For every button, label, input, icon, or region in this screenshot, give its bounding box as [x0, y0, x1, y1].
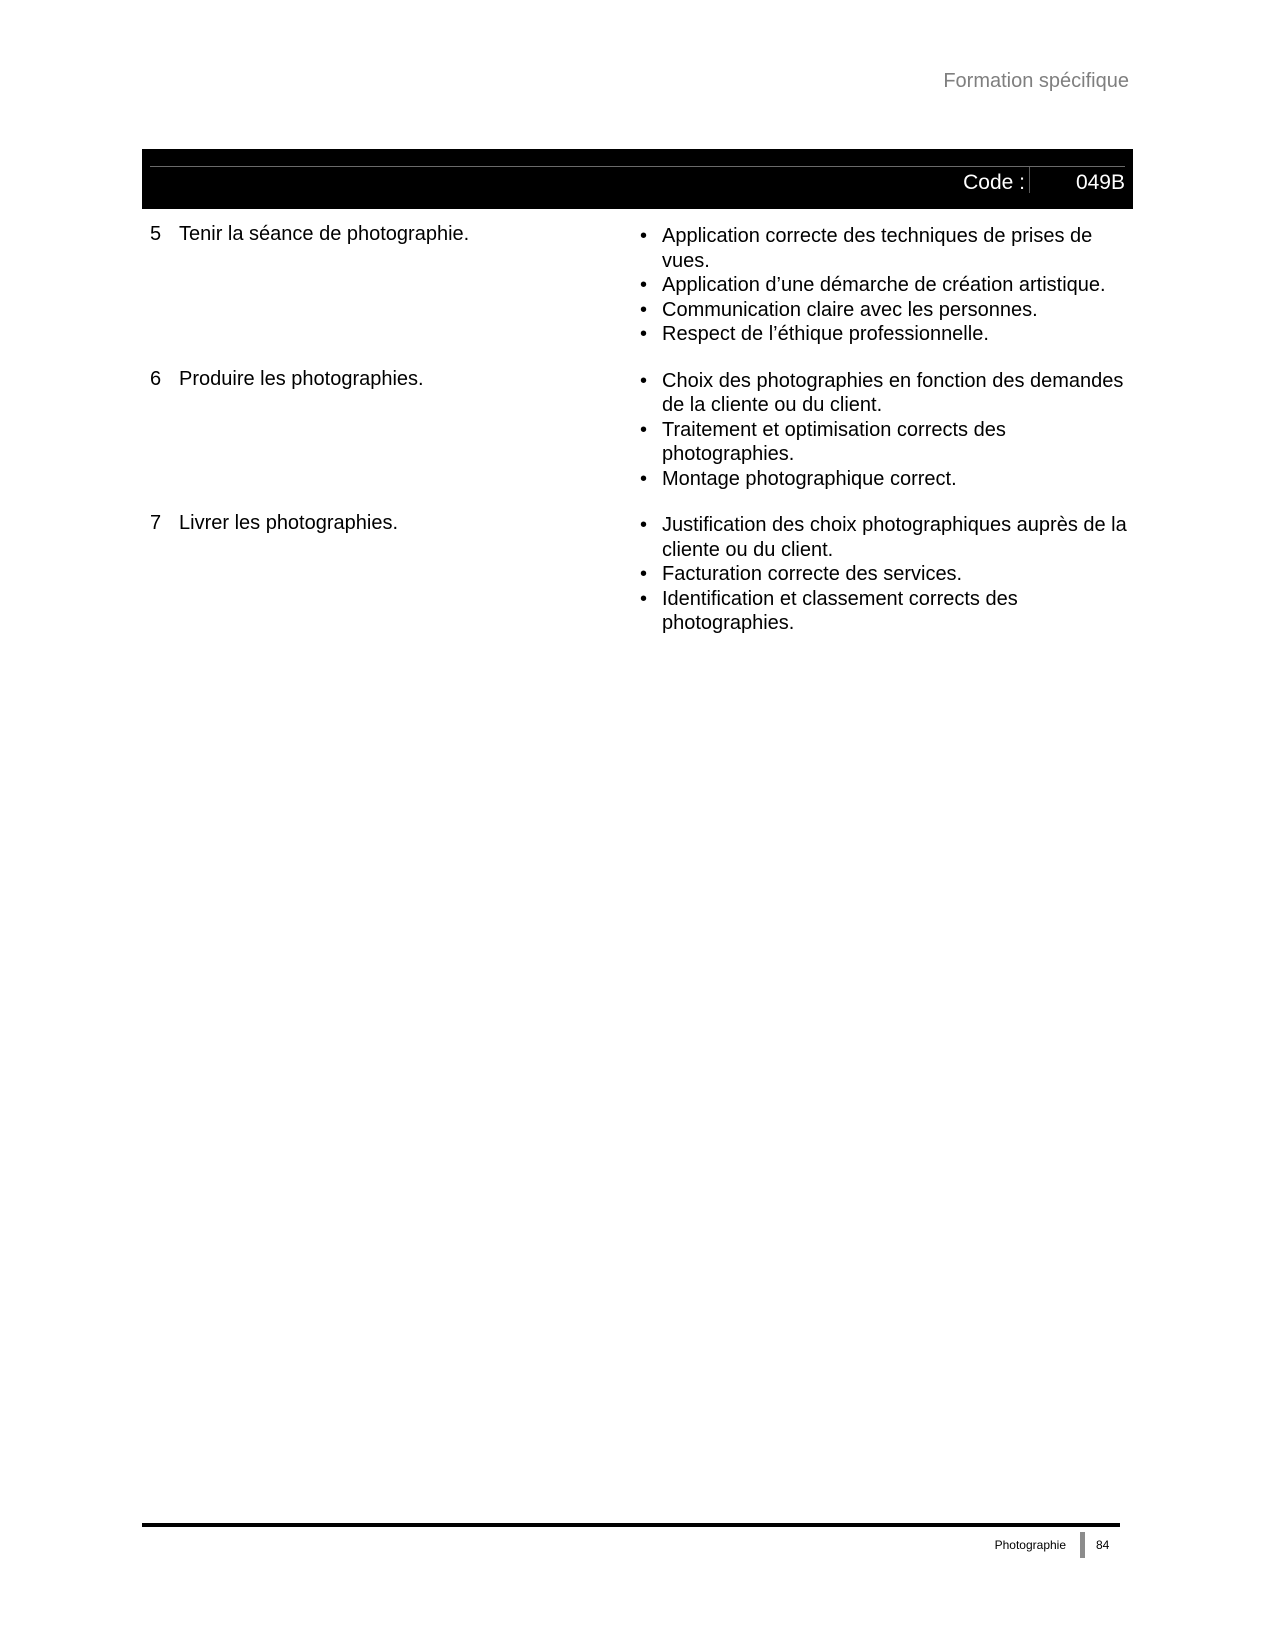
code-value: 049B	[1075, 171, 1125, 194]
step-number: 5	[150, 223, 162, 245]
step-title: Tenir la séance de photographie.	[179, 223, 470, 245]
step-number: 7	[150, 512, 162, 534]
criteria-list	[635, 513, 1133, 636]
bullet-icon: •	[640, 323, 648, 345]
criteria-list	[635, 369, 1133, 492]
bullet-icon: •	[640, 274, 648, 296]
code-label: Code :	[963, 171, 1025, 194]
bullet-icon: •	[640, 587, 648, 610]
code-separator	[1029, 167, 1030, 193]
bullet-icon: •	[640, 418, 648, 441]
criteria-text: Traitement et optimisation corrects des photographies.	[662, 418, 1006, 465]
footer-program: Photographie	[994, 1538, 1066, 1552]
criteria-item	[635, 587, 1133, 636]
step-row	[142, 222, 1133, 347]
step-title: Produire les photographies.	[179, 367, 424, 390]
section-header: Formation spécifique	[943, 70, 1129, 92]
criteria-text: Communication claire avec les personnes.	[662, 298, 1038, 321]
step-row	[142, 367, 1133, 492]
criteria-text: Justification des choix photographiques auprès de la cliente ou du client.	[662, 514, 1127, 561]
criteria-item	[635, 562, 1133, 587]
step-cell	[142, 367, 635, 492]
criteria-item	[635, 513, 1133, 562]
criteria-text: Montage photographique correct.	[662, 467, 957, 490]
criteria-item	[635, 224, 1133, 273]
banner-rule	[150, 166, 1125, 167]
criteria-text: Application correcte des techniques de prises de vues.	[662, 225, 1093, 272]
criteria-item	[635, 273, 1133, 298]
criteria-text: Choix des photographies en fonction des demandes de la cliente ou du client.	[662, 369, 1124, 416]
bullet-icon: •	[640, 298, 648, 321]
bullet-icon: •	[640, 563, 648, 585]
criteria-text: Identification et classement corrects des photographies.	[662, 587, 1018, 634]
step-cell	[142, 511, 635, 636]
bullet-icon: •	[640, 225, 648, 247]
bullet-icon: •	[640, 467, 648, 490]
code-banner	[142, 149, 1133, 209]
step-cell	[142, 222, 635, 347]
criteria-item	[635, 369, 1133, 418]
criteria-item	[635, 467, 1133, 492]
bullet-icon: •	[640, 514, 648, 536]
criteria-item	[635, 418, 1133, 467]
criteria-item	[635, 322, 1133, 347]
steps-table	[142, 222, 1133, 636]
criteria-item	[635, 298, 1133, 323]
step-title: Livrer les photographies.	[179, 512, 399, 534]
criteria-cell	[635, 222, 1133, 347]
criteria-text: Respect de l’éthique professionnelle.	[662, 323, 989, 345]
criteria-cell	[635, 511, 1133, 636]
bullet-icon: •	[640, 369, 648, 392]
page-number: 84	[1096, 1538, 1110, 1552]
criteria-cell	[635, 367, 1133, 492]
criteria-list	[635, 224, 1133, 347]
footer-separator	[1080, 1532, 1085, 1558]
step-number: 6	[150, 367, 162, 390]
criteria-text: Facturation correcte des services.	[662, 563, 963, 585]
footer-rule	[142, 1523, 1120, 1527]
criteria-text: Application d’une démarche de création artistique.	[662, 274, 1106, 296]
step-row	[142, 511, 1133, 636]
